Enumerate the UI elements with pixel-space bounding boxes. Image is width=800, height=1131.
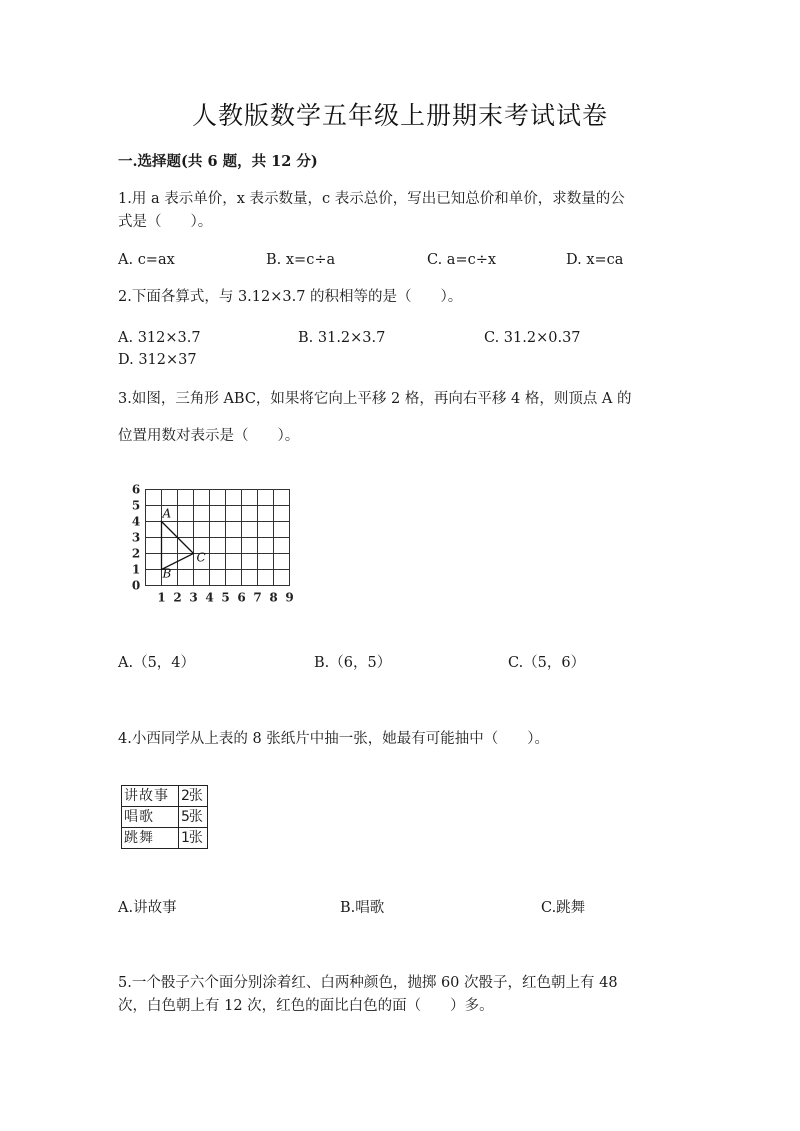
question-5 bbox=[118, 972, 678, 1018]
coordinate-grid-figure bbox=[120, 478, 310, 610]
question-4-line-1: 4.小西同学从上表的 8 张纸片中抽一张，她最有可能抽中（ ）。 bbox=[118, 731, 550, 747]
y-tick-label: 1 bbox=[131, 562, 141, 577]
page-title: 人教版数学五年级上册期末考试试卷 bbox=[191, 101, 608, 130]
q3-option-c: C.（5，6） bbox=[508, 655, 586, 671]
question-5-line-1: 5.一个骰子六个面分别涂着红、白两种颜色，抛掷 60 次骰子，红色朝上有 48 bbox=[118, 975, 618, 991]
question-3 bbox=[118, 388, 678, 448]
point-label-b: B bbox=[162, 566, 172, 581]
q3-option-a: A.（5，4） bbox=[118, 655, 196, 671]
question-4 bbox=[118, 728, 678, 751]
x-tick-label: 8 bbox=[269, 590, 278, 605]
table-cell-activity: 讲故事 bbox=[122, 786, 179, 807]
section-heading: 一.选择题(共 6 题，共 12 分) bbox=[118, 153, 318, 170]
question-1-line-2: 式是（ ）。 bbox=[118, 214, 213, 230]
x-axis-ticks bbox=[157, 591, 293, 605]
x-tick-label: 5 bbox=[221, 590, 230, 605]
x-tick-label: 6 bbox=[237, 590, 246, 605]
question-3-line-2: 位置用数对表示是（ ）。 bbox=[118, 428, 300, 444]
q2-option-d: D. 312×37 bbox=[118, 352, 197, 368]
y-tick-label: 5 bbox=[131, 498, 141, 513]
q1-option-a: A. c=ax bbox=[118, 252, 175, 268]
x-tick-label: 1 bbox=[157, 590, 166, 605]
y-axis-ticks bbox=[132, 483, 140, 593]
question-1-line-1: 1.用 a 表示单价，x 表示数量，c 表示总价，写出已知总价和单价，求数量的公 bbox=[118, 191, 625, 207]
y-tick-label: 3 bbox=[131, 530, 141, 545]
table-cell-count: 2张 bbox=[179, 786, 208, 807]
table-cell-count: 5张 bbox=[179, 807, 208, 828]
question-2-line-1: 2.下面各算式，与 3.12×3.7 的积相等的是（ ）。 bbox=[118, 289, 463, 305]
y-tick-label: 0 bbox=[131, 578, 141, 593]
question-3-line-1: 3.如图，三角形 ABC，如果将它向上平移 2 格，再向右平移 4 格，则顶点 A 的 bbox=[118, 391, 632, 407]
x-tick-label: 9 bbox=[285, 590, 294, 605]
question-5-line-2: 次，白色朝上有 12 次，红色的面比白色的面（ ）多。 bbox=[118, 998, 494, 1014]
q2-option-c: C. 31.2×0.37 bbox=[484, 330, 581, 346]
q3-option-b: B.（6，5） bbox=[314, 655, 392, 671]
q4-option-b: B.唱歌 bbox=[340, 900, 385, 916]
cards-table bbox=[121, 785, 208, 849]
table-cell-activity: 跳舞 bbox=[122, 828, 179, 849]
table-cell-activity: 唱歌 bbox=[122, 807, 179, 828]
q1-option-b: B. x=c÷a bbox=[266, 252, 336, 268]
question-2 bbox=[118, 286, 678, 309]
q2-option-a: A. 312×3.7 bbox=[118, 330, 201, 346]
y-tick-label: 2 bbox=[131, 546, 141, 561]
y-tick-label: 4 bbox=[131, 514, 141, 529]
table-row bbox=[122, 828, 208, 849]
q2-option-b: B. 31.2×3.7 bbox=[298, 330, 386, 346]
x-tick-label: 2 bbox=[173, 590, 182, 605]
y-tick-label: 6 bbox=[131, 482, 141, 497]
point-label-a: A bbox=[162, 506, 172, 521]
q1-option-d: D. x=ca bbox=[566, 252, 624, 268]
x-tick-label: 7 bbox=[253, 590, 262, 605]
table-cell-count: 1张 bbox=[179, 828, 208, 849]
q1-option-c: C. a=c÷x bbox=[427, 252, 497, 268]
x-tick-label: 3 bbox=[189, 590, 198, 605]
question-1 bbox=[118, 188, 678, 234]
x-tick-label: 4 bbox=[205, 590, 214, 605]
q4-option-c: C.跳舞 bbox=[541, 900, 586, 916]
q4-option-a: A.讲故事 bbox=[118, 900, 177, 916]
table-row bbox=[122, 807, 208, 828]
point-label-c: C bbox=[196, 550, 206, 565]
table-row bbox=[122, 786, 208, 807]
